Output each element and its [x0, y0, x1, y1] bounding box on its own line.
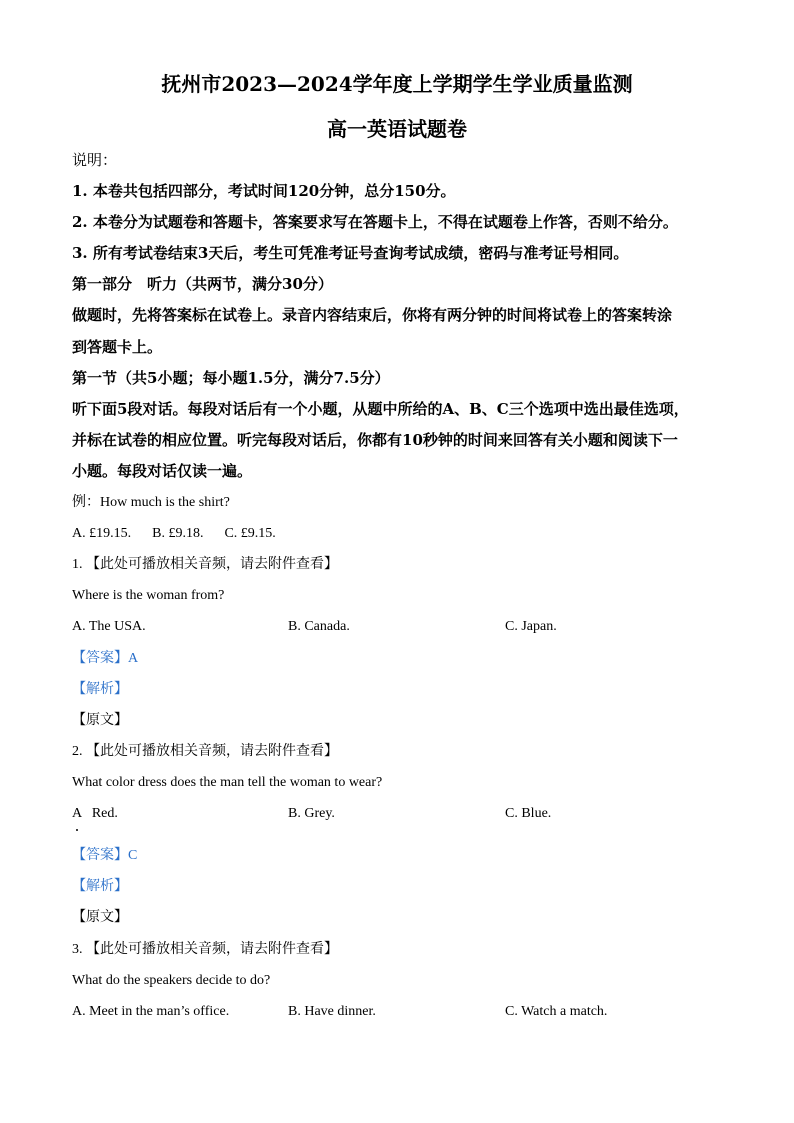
part1-intro-line-2: 到答题卡上。 — [72, 338, 163, 356]
section1-line-1: 听下面5段对话。每段对话后有一个小题，从题中所给的A、B、C三个选项中选出最佳选项， — [72, 400, 689, 418]
question-1-option-c: C. Japan. — [505, 619, 557, 634]
question-2-header: 2. 【此处可播放相关音频，请去附件查看】 — [72, 744, 338, 759]
question-1-header: 1. 【此处可播放相关音频，请去附件查看】 — [72, 557, 338, 572]
question-3-text: What do the speakers decide to do? — [72, 973, 271, 988]
page-title: 抚州市2023—2024学年度上学期学生学业质量监测 — [161, 72, 633, 96]
section1-line-3: 小题。每段对话仅读一遍。 — [72, 462, 253, 480]
question-1-text: Where is the woman from? — [72, 588, 225, 603]
section1-heading: 第一节（共5小题；每小题1.5分，满分7.5分） — [72, 369, 390, 387]
question-2-analysis: 【解析】 — [72, 879, 128, 894]
page-subtitle: 高一英语试题卷 — [327, 117, 467, 141]
stray-dot-mark — [76, 829, 78, 831]
question-2-option-c: C. Blue. — [505, 806, 552, 821]
question-3-option-b: B. Have dinner. — [288, 1004, 376, 1019]
question-2-option-b: B. Grey. — [288, 806, 335, 821]
instruction-item-2: 2. 本卷分为试题卷和答题卡，答案要求写在答题卡上，不得在试题卷上作答，否则不给分。 — [72, 213, 678, 231]
example-question: 例：How much is the shirt? — [72, 495, 230, 510]
question-3-option-c: C. Watch a match. — [505, 1004, 608, 1019]
part1-intro-line-1: 做题时，先将答案标在试卷上。录音内容结束后，你将有两分钟的时间将试卷上的答案转涂 — [72, 306, 673, 324]
instructions-label: 说明： — [72, 151, 118, 169]
question-1-original: 【原文】 — [72, 713, 128, 728]
section1-line-2: 并标在试卷的相应位置。听完每段对话后，你都有10秒钟的时间来回答有关小题和阅读下一 — [72, 431, 678, 449]
instruction-item-3: 3. 所有考试卷结束3天后，考生可凭准考证号查询考试成绩，密码与准考证号相同。 — [72, 244, 629, 262]
question-2-option-a: A Red. — [72, 806, 118, 821]
question-2-text: What color dress does the man tell the woman to wear? — [72, 775, 383, 790]
question-3-header: 3. 【此处可播放相关音频，请去附件查看】 — [72, 942, 338, 957]
example-options: A. £19.15. B. £9.18. C. £9.15. — [72, 526, 276, 541]
question-1-option-b: B. Canada. — [288, 619, 350, 634]
question-1-option-a: A. The USA. — [72, 619, 146, 634]
question-2-original: 【原文】 — [72, 910, 128, 925]
question-3-option-a: A. Meet in the man’s office. — [72, 1004, 230, 1019]
instruction-item-1: 1. 本卷共包括四部分，考试时间120分钟，总分150分。 — [72, 182, 456, 200]
question-1-answer: 【答案】A — [72, 651, 139, 666]
part1-heading: 第一部分 听力（共两节，满分30分） — [72, 275, 333, 293]
question-1-analysis: 【解析】 — [72, 682, 128, 697]
question-2-answer: 【答案】C — [72, 848, 138, 863]
